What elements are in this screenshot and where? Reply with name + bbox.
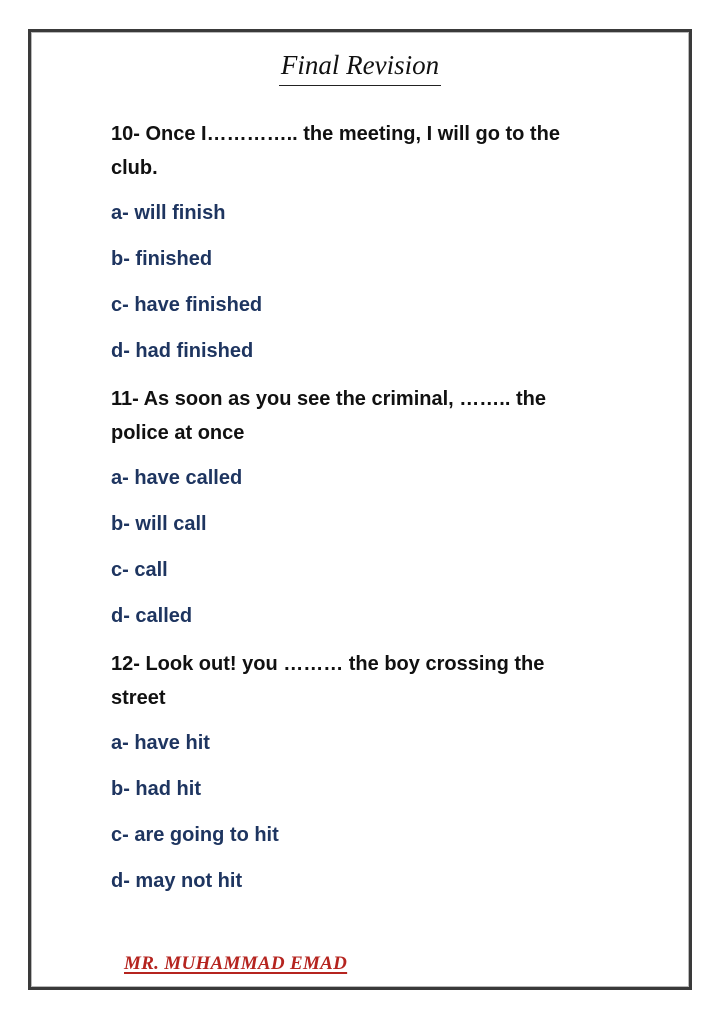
question-text: 10- Once I………….. the meeting, I will go to the — [111, 123, 560, 145]
question-block-10 — [111, 117, 631, 185]
option-c: c- call — [111, 559, 168, 581]
option-b: b- finished — [111, 248, 213, 270]
page-border — [28, 29, 692, 990]
option-c: c- have finished — [111, 294, 263, 316]
option-a: a- have called — [111, 467, 243, 489]
options-group-11 — [111, 455, 631, 639]
question-text-continued: club. — [111, 157, 158, 179]
options-group-10 — [111, 190, 631, 374]
option-d: d- had finished — [111, 340, 254, 362]
question-text: 11- As soon as you see the criminal, …….. the — [111, 388, 546, 410]
question-block-11 — [111, 382, 631, 450]
question-block-12 — [111, 647, 631, 715]
question-text: 12- Look out! you ……… the boy crossing the — [111, 653, 545, 675]
option-d: d- called — [111, 605, 193, 627]
option-b: b- will call — [111, 513, 207, 535]
option-a: a- have hit — [111, 732, 210, 754]
question-text-continued: street — [111, 687, 166, 709]
document-title: Final Revision — [279, 51, 441, 86]
options-group-12 — [111, 720, 631, 904]
option-d: d- may not hit — [111, 870, 243, 892]
option-b: b- had hit — [111, 778, 201, 800]
author-signature: MR. MUHAMMAD EMAD — [124, 953, 348, 974]
option-c: c- are going to hit — [111, 824, 279, 846]
title-container — [31, 51, 689, 86]
option-a: a- will finish — [111, 202, 226, 224]
question-text-continued: police at once — [111, 422, 245, 444]
